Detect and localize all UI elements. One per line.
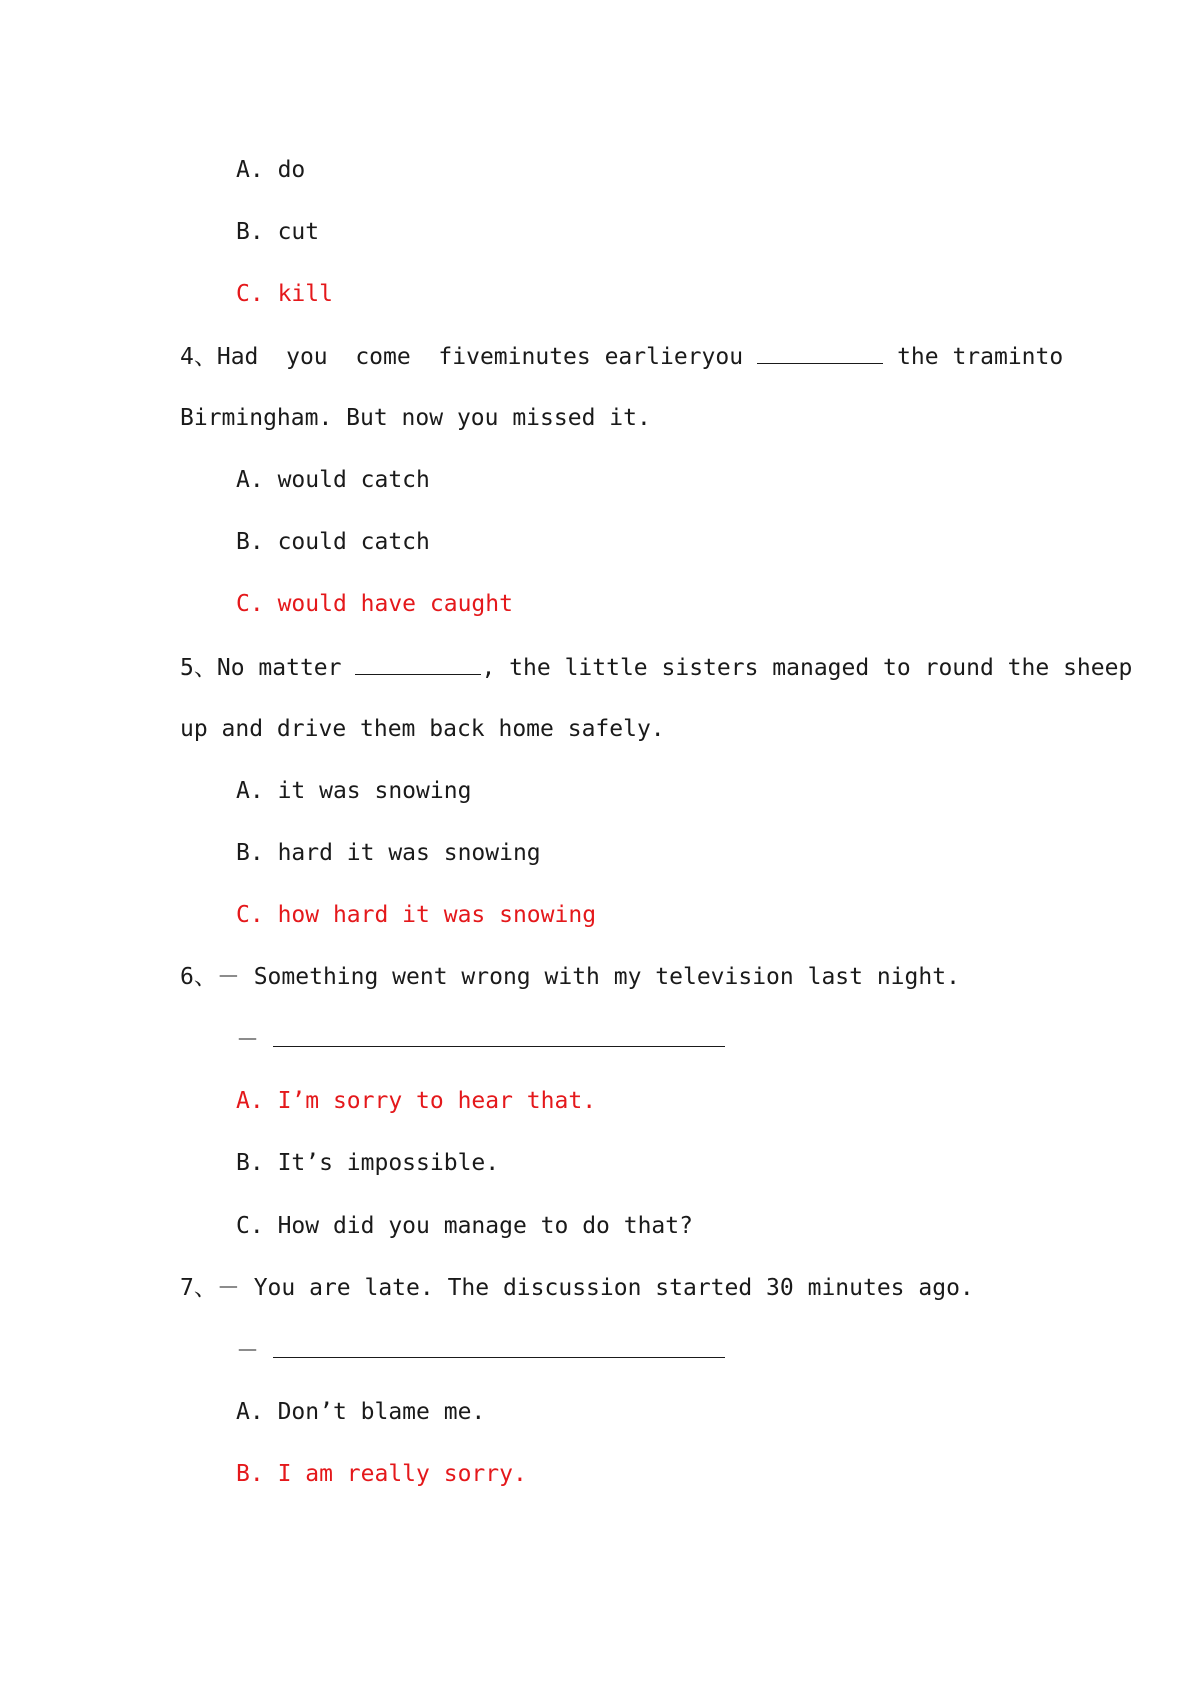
- option-letter: C.: [236, 591, 264, 617]
- answer-blank: [273, 1024, 725, 1047]
- option-text: do: [277, 157, 306, 183]
- q4-option-c-correct: [236, 589, 513, 619]
- q5-option-c-correct: [236, 900, 596, 930]
- q5-stem-line2: up and drive them back home safely.: [180, 716, 665, 742]
- q7-stem: [180, 1273, 974, 1303]
- question-text: － Something went wrong with my television last night.: [216, 964, 960, 990]
- option-text: cut: [277, 219, 320, 245]
- q3-option-a: [236, 155, 305, 185]
- q4-option-b: [236, 527, 430, 557]
- q6-stem: [180, 962, 960, 992]
- question-text: No matter: [216, 655, 342, 681]
- q3-option-b: [236, 217, 319, 247]
- option-letter: A.: [236, 1399, 264, 1425]
- q4-stem-line1: [180, 341, 1063, 371]
- option-text: kill: [277, 281, 333, 307]
- q6-response-line: [236, 1024, 725, 1054]
- q7-option-a: [236, 1397, 485, 1427]
- q4-option-a: [236, 465, 430, 495]
- q4-stem-line2: Birmingham. But now you missed it.: [180, 405, 651, 431]
- option-text: Don’t blame me.: [277, 1399, 486, 1425]
- response-dash: －: [236, 1338, 259, 1364]
- option-text: would catch: [277, 467, 430, 493]
- answer-blank: [757, 341, 883, 364]
- question-number: 6、: [180, 964, 217, 990]
- option-text: could catch: [277, 529, 430, 555]
- option-letter: C.: [236, 281, 264, 307]
- option-letter: B.: [236, 219, 264, 245]
- question-number: 5、: [180, 655, 217, 681]
- option-letter: A.: [236, 778, 264, 804]
- option-letter: A.: [236, 467, 264, 493]
- q7-response-line: [236, 1335, 725, 1365]
- option-text: it was snowing: [277, 778, 472, 804]
- option-text: I am really sorry.: [277, 1461, 527, 1487]
- q7-option-b-correct: [236, 1459, 527, 1489]
- option-text: How did you manage to do that?: [277, 1213, 693, 1239]
- q3-option-c-correct: [236, 279, 333, 309]
- option-letter: B.: [236, 840, 264, 866]
- q5-option-a: [236, 776, 471, 806]
- answer-blank: [355, 652, 481, 675]
- option-letter: A.: [236, 1088, 264, 1114]
- option-letter: C.: [236, 1213, 264, 1239]
- q6-option-a-correct: [236, 1086, 596, 1116]
- option-text: hard it was snowing: [277, 840, 541, 866]
- option-text: would have caught: [277, 591, 513, 617]
- q6-option-b: [236, 1148, 499, 1178]
- question-number: 4、: [180, 344, 217, 370]
- option-letter: B.: [236, 1150, 264, 1176]
- q5-option-b: [236, 838, 541, 868]
- option-letter: B.: [236, 529, 264, 555]
- option-text: It’s impossible.: [277, 1150, 500, 1176]
- response-dash: －: [236, 1027, 259, 1053]
- q6-option-c: [236, 1211, 693, 1241]
- option-letter: C.: [236, 902, 264, 928]
- question-text: Had you come fiveminutes earlieryou: [216, 344, 744, 370]
- question-text: the traminto: [897, 344, 1064, 370]
- question-text: － You are late. The discussion started 30 minutes ago.: [216, 1275, 974, 1301]
- option-letter: B.: [236, 1461, 264, 1487]
- answer-blank: [273, 1335, 725, 1358]
- q5-stem-line1: [180, 652, 1132, 682]
- option-text: how hard it was snowing: [277, 902, 597, 928]
- question-text: , the little sisters managed to round the sheep: [481, 655, 1133, 681]
- option-letter: A.: [236, 157, 264, 183]
- question-number: 7、: [180, 1275, 217, 1301]
- option-text: I’m sorry to hear that.: [277, 1088, 597, 1114]
